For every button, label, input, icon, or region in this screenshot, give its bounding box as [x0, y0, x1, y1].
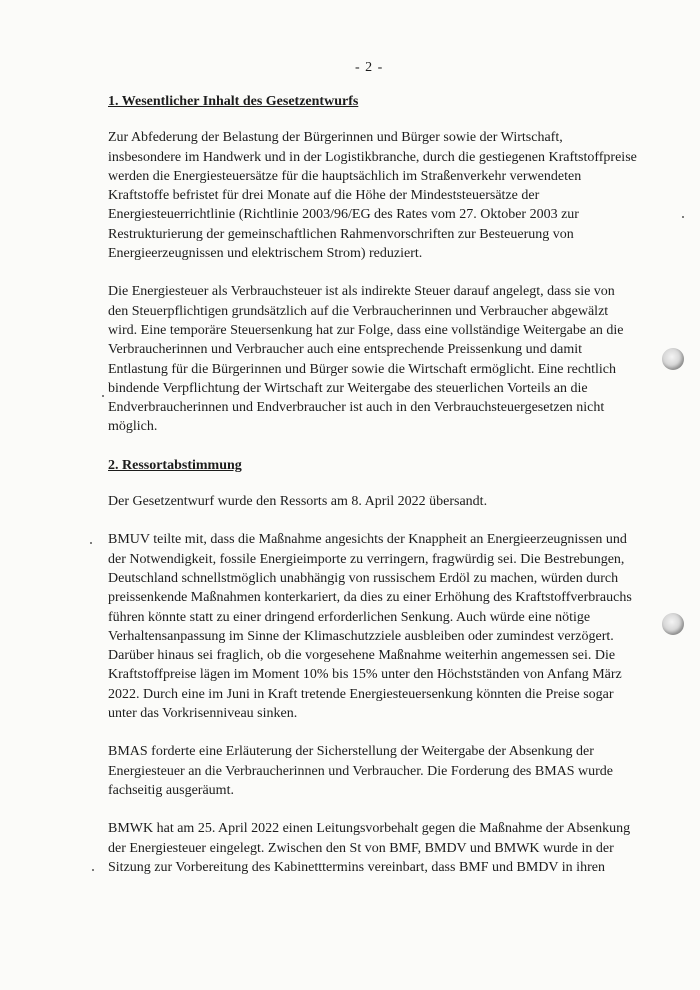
text-line: BMWK hat am 25. April 2022 einen Leitungsvorbehalt gegen die Maßnahme der Absenkung	[108, 821, 631, 837]
text-line: Restrukturierung der gemeinschaftlichen Rahmenvorschriften zur Besteuerung von	[108, 226, 574, 242]
text-line: BMAS forderte eine Erläuterung der Sicherstellung der Weitergabe der Absenkung der	[108, 744, 594, 760]
text-line: führen könnte statt zu einer dringend erforderlichen Senkung. Auch würde eine nötige	[108, 609, 591, 625]
text-line: Energiesteuer an die Verbraucherinnen und Verbraucher. Die Forderung des BMAS wurde	[108, 763, 614, 779]
section-heading-1: 1. Wesentlicher Inhalt des Gesetzentwurfs	[108, 94, 359, 109]
text-line: Zur Abfederung der Belastung der Bürgerinnen und Bürger sowie der Wirtschaft,	[108, 130, 563, 146]
text-line: preissenkende Maßnahmen konterkariert, da dies zu einer Erhöhung des Kraftstoffverbrauchs	[108, 590, 632, 606]
text-line: Entlastung für die Bürgerinnen und Bürger sowie die Wirtschaft ermöglicht. Eine rechtlich	[108, 361, 616, 377]
text-line: der Energiesteuer eingelegt. Zwischen den St von BMF, BMDV und BMWK wurde in der	[108, 840, 614, 856]
text-line: insbesondere im Handwerk und in der Logistikbranche, durch die gestiegenen Kraftstoffpreise	[108, 149, 637, 165]
scan-speck	[92, 869, 94, 871]
text-line: Verbraucherinnen und Verbraucher auch eine entsprechende Preissenkung und damit	[108, 342, 583, 358]
text-line: Darüber hinaus sei fraglich, ob die vorgesehene Maßnahme weiterhin angemessen sei. Die	[108, 648, 616, 664]
scan-speck	[90, 542, 92, 544]
text-line: der Notwendigkeit, fossile Energieimporte zu verringern, fragwürdig sei. Die Bestrebungen,	[108, 551, 625, 567]
text-line: Der Gesetzentwurf wurde den Ressorts am 8. April 2022 übersandt.	[108, 494, 488, 510]
scan-speck	[102, 395, 104, 397]
text-line: Endverbraucherinnen und Endverbraucher ist auch in den Verbrauchsteuergesetzen nicht	[108, 400, 605, 416]
text-line: Sitzung zur Vorbereitung des Kabinetttermins vereinbart, dass BMF und BMDV in ihren	[108, 859, 605, 875]
text-line: Kraftstoffe befristet für drei Monate auf die Höhe der Mindeststeuersätze der	[108, 188, 540, 204]
paragraph	[108, 530, 643, 723]
punch-hole-icon	[662, 348, 684, 370]
punch-hole-icon	[662, 613, 684, 635]
text-line: 2022. Durch eine im Juni in Kraft tretende Energiesteuersenkung könnten die Preise sogar	[108, 686, 614, 702]
paragraph	[108, 819, 643, 877]
document-body	[108, 92, 643, 896]
text-line: Kraftstoffpreise lägen im Moment 10% bis 15% unter den Höchstständen von Anfang März	[108, 667, 622, 683]
paragraph	[108, 742, 643, 800]
paragraph	[108, 492, 643, 511]
text-line: Energiesteuerrichtlinie (Richtlinie 2003/96/EG des Rates vom 27. Oktober 2003 zur	[108, 207, 579, 223]
text-line: BMUV teilte mit, dass die Maßnahme angesichts der Knappheit an Energieerzeugnissen und	[108, 532, 627, 548]
section-heading-2: 2. Ressortabstimmung	[108, 457, 242, 473]
text-line: fachseitig ausgeräumt.	[108, 782, 234, 798]
text-line: Die Energiesteuer als Verbrauchsteuer ist als indirekte Steuer darauf angelegt, dass sie von	[108, 284, 615, 300]
text-line: den Steuerpflichtigen grundsätzlich auf die Verbraucherinnen und Verbraucher abgewälzt	[108, 303, 609, 319]
text-line: wird. Eine temporäre Steuersenkung hat zur Folge, dass eine vollständige Weitergabe an die	[108, 322, 624, 338]
paragraph	[108, 128, 643, 263]
text-line: bindende Verpflichtung der Wirtschaft zur Weitergabe des steuerlichen Vorteils an die	[108, 380, 588, 396]
text-line: unter das Vorkrisenniveau sinken.	[108, 706, 298, 722]
page-number: - 2 -	[355, 60, 384, 75]
text-line: Verhaltensanpassung im Sinne der Klimaschutzziele ausbleiben oder zumindest verzögert.	[108, 628, 614, 644]
text-line: werden die Energiesteuersätze für die hauptsächlich im Straßenverkehr verwendeten	[108, 168, 582, 184]
text-line: möglich.	[108, 419, 158, 435]
text-line: Deutschland schnellstmöglich unabhängig von russischem Erdöl zu machen, würden durch	[108, 570, 619, 586]
text-line: Energieerzeugnissen und elektrischem Strom) reduziert.	[108, 246, 423, 262]
scan-speck	[682, 216, 684, 218]
paragraph	[108, 282, 643, 436]
